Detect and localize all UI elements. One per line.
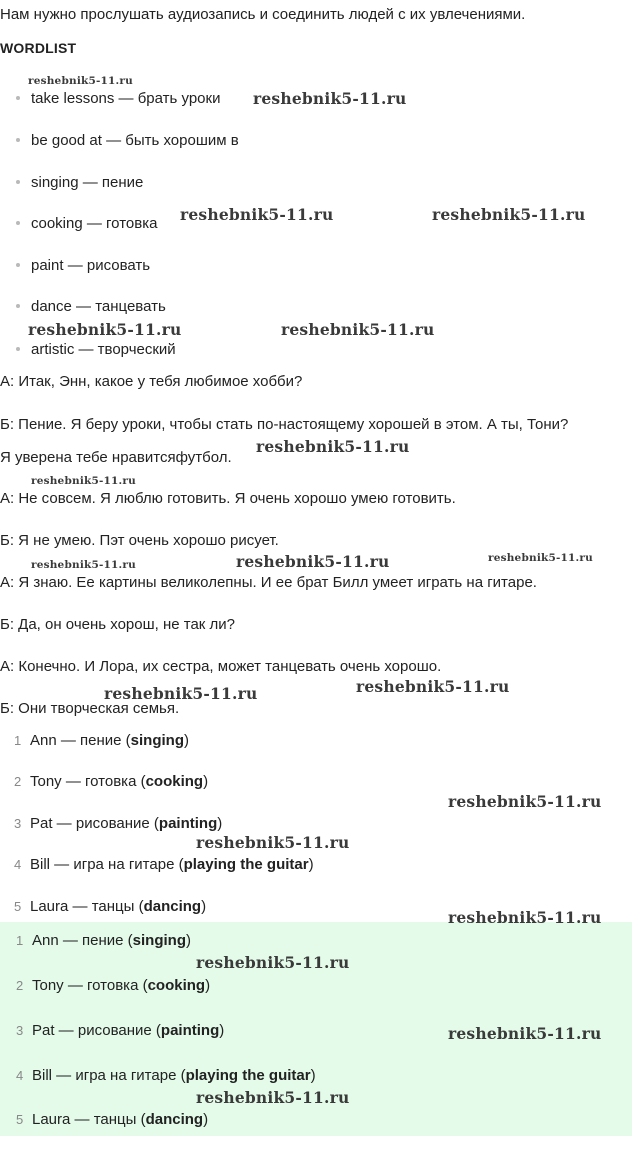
answer-item: 3 Pat — рисование (painting) — [16, 1022, 225, 1039]
watermark: reshebnik5-11.ru — [28, 75, 133, 87]
match-item: 2 Tony — готовка (cooking) — [14, 773, 209, 790]
watermark: reshebnik5-11.ru — [256, 437, 410, 456]
answer-item: 5 Laura — танцы (dancing) — [16, 1111, 209, 1128]
dialogue-line: Б: Я не умею. Пэт очень хорошо рисует. — [0, 532, 279, 549]
answer-item: 2 Tony — готовка (cooking) — [16, 977, 211, 994]
watermark: reshebnik5-11.ru — [180, 205, 334, 224]
match-item: 1 Ann — пение (singing) — [14, 732, 189, 749]
watermark: reshebnik5-11.ru — [104, 684, 258, 703]
dialogue-line: А: Конечно. И Лора, их сестра, может танцевать очень хорошо. — [0, 658, 442, 675]
dialogue-line: А: Итак, Энн, какое у тебя любимое хобби? — [0, 373, 303, 390]
wordlist-item: paint — рисовать — [16, 257, 150, 274]
bullet-icon — [16, 138, 20, 142]
watermark: reshebnik5-11.ru — [356, 677, 510, 696]
dialogue-line: Б: Они творческая семья. — [0, 700, 180, 717]
watermark: reshebnik5-11.ru — [448, 908, 602, 927]
bullet-icon — [16, 347, 20, 351]
watermark: reshebnik5-11.ru — [196, 833, 350, 852]
match-item: 5 Laura — танцы (dancing) — [14, 898, 207, 915]
watermark: reshebnik5-11.ru — [281, 320, 435, 339]
watermark: reshebnik5-11.ru — [31, 559, 136, 571]
answer-item: 4 Bill — игра на гитаре (playing the guitar) — [16, 1067, 316, 1084]
watermark: reshebnik5-11.ru — [196, 1088, 350, 1107]
wordlist-item: cooking — готовка — [16, 215, 157, 232]
watermark: reshebnik5-11.ru — [236, 552, 390, 571]
dialogue-line: Б: Да, он очень хорош, не так ли? — [0, 616, 236, 633]
dialogue-line: Я уверена тебе нравитсяфутбол. — [0, 449, 232, 466]
watermark: reshebnik5-11.ru — [28, 320, 182, 339]
match-item: 3 Pat — рисование (painting) — [14, 815, 223, 832]
match-item: 4 Bill — игра на гитаре (playing the guitar) — [14, 856, 314, 873]
dialogue-line: А: Я знаю. Ее картины великолепны. И ее брат Билл умеет играть на гитаре. — [0, 574, 537, 591]
bullet-icon — [16, 304, 20, 308]
task-intro: Нам нужно прослушать аудиозапись и соединить людей с их увлечениями. — [0, 6, 526, 23]
watermark: reshebnik5-11.ru — [31, 475, 136, 487]
bullet-icon — [16, 96, 20, 100]
dialogue-line: Б: Пение. Я беру уроки, чтобы стать по-настоящему хорошей в этом. А ты, Тони? — [0, 416, 569, 433]
wordlist-title: WORDLIST — [0, 40, 77, 56]
watermark: reshebnik5-11.ru — [253, 89, 407, 108]
wordlist-item: be good at — быть хорошим в — [16, 132, 239, 149]
wordlist-item: artistic — творческий — [16, 341, 176, 358]
wordlist-item: dance — танцевать — [16, 298, 166, 315]
bullet-icon — [16, 263, 20, 267]
wordlist-item: singing — пение — [16, 174, 143, 191]
watermark: reshebnik5-11.ru — [448, 792, 602, 811]
bullet-icon — [16, 221, 20, 225]
wordlist-item: take lessons — брать уроки — [16, 90, 220, 107]
answer-item: 1 Ann — пение (singing) — [16, 932, 191, 949]
watermark: reshebnik5-11.ru — [488, 552, 593, 564]
watermark: reshebnik5-11.ru — [196, 953, 350, 972]
bullet-icon — [16, 180, 20, 184]
watermark: reshebnik5-11.ru — [448, 1024, 602, 1043]
dialogue-line: А: Не совсем. Я люблю готовить. Я очень хорошо умею готовить. — [0, 490, 456, 507]
watermark: reshebnik5-11.ru — [432, 205, 586, 224]
